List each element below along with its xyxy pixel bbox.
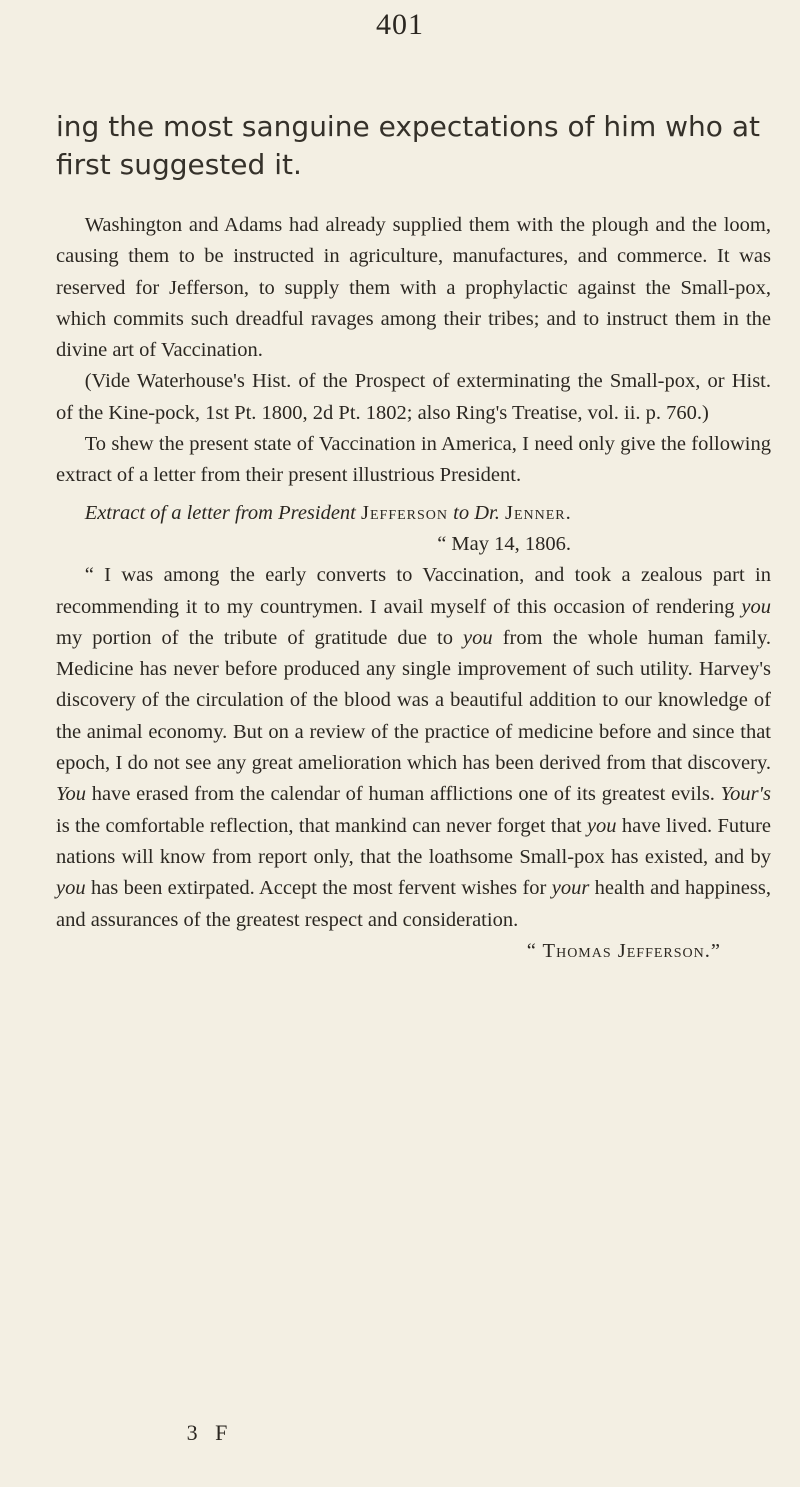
paragraph-vide-reference: (Vide Waterhouse's Hist. of the Prospect of exterminating the Small-pox, or Hist. of the Kine-pock, 1st Pt. 1800, 2d Pt. 1802; also Ring's Treatise, vol. ii. p. 760.) [56,370,771,424]
jefferson-name: Jefferson [361,501,449,524]
letter-date: “ May 14, 1806. [437,532,571,555]
signature: “ Thomas Jefferson.” [526,939,721,962]
signature-mark: 3 F [186,1420,234,1445]
page-number: 401 [376,8,424,41]
paragraph-washington-adams: Washington and Adams had already supplied them with the plough and the loom, causing them to be instructed in agriculture, manufactures, and commerce. It was reserved for Jefferson, to supply them with a prophylactic against the Small-pox, which commits such dreadful ravages among their tribes; and to instruct them in the divine art of Vaccination. [56,214,771,362]
page-body [56,210,771,967]
letter-signature-line [56,936,771,967]
paragraph-america-intro: To shew the present state of Vaccination in America, I need only give the following extract of a letter from their present illustrious President. [56,433,771,487]
letter-body: “ I was among the early converts to Vaccination, and took a zealous part in recommending it to my countrymen. I avail myself of this occasion of rendering you my portion of the tribute of gratitude due to you from the whole human family. Medicine has never before produced any single improvement of such utility. Harvey's discovery of the circulation of the blood was a beautiful addition to our knowledge of the animal economy. But on a review of the practice of medicine before and since that epoch, I do not see any great amelioration which has been derived from that discovery. You have erased from the calendar of human afflictions one of its greatest evils. Your's is the comfortable reflection, that mankind can never forget that you have lived. Future nations will know from report only, that the loathsome Small-pox has existed, and by you has been extirpated. Accept the most fervent wishes for your health and happiness, and assurances of the greatest respect and consideration. [56,564,772,931]
jenner-name: Jenner. [504,501,572,524]
continued-sentence: ing the most sanguine expectations of him who at first suggested it. [56,110,760,181]
extract-heading: Extract of a letter from President Jefferson to Dr. Jenner. [84,501,572,524]
